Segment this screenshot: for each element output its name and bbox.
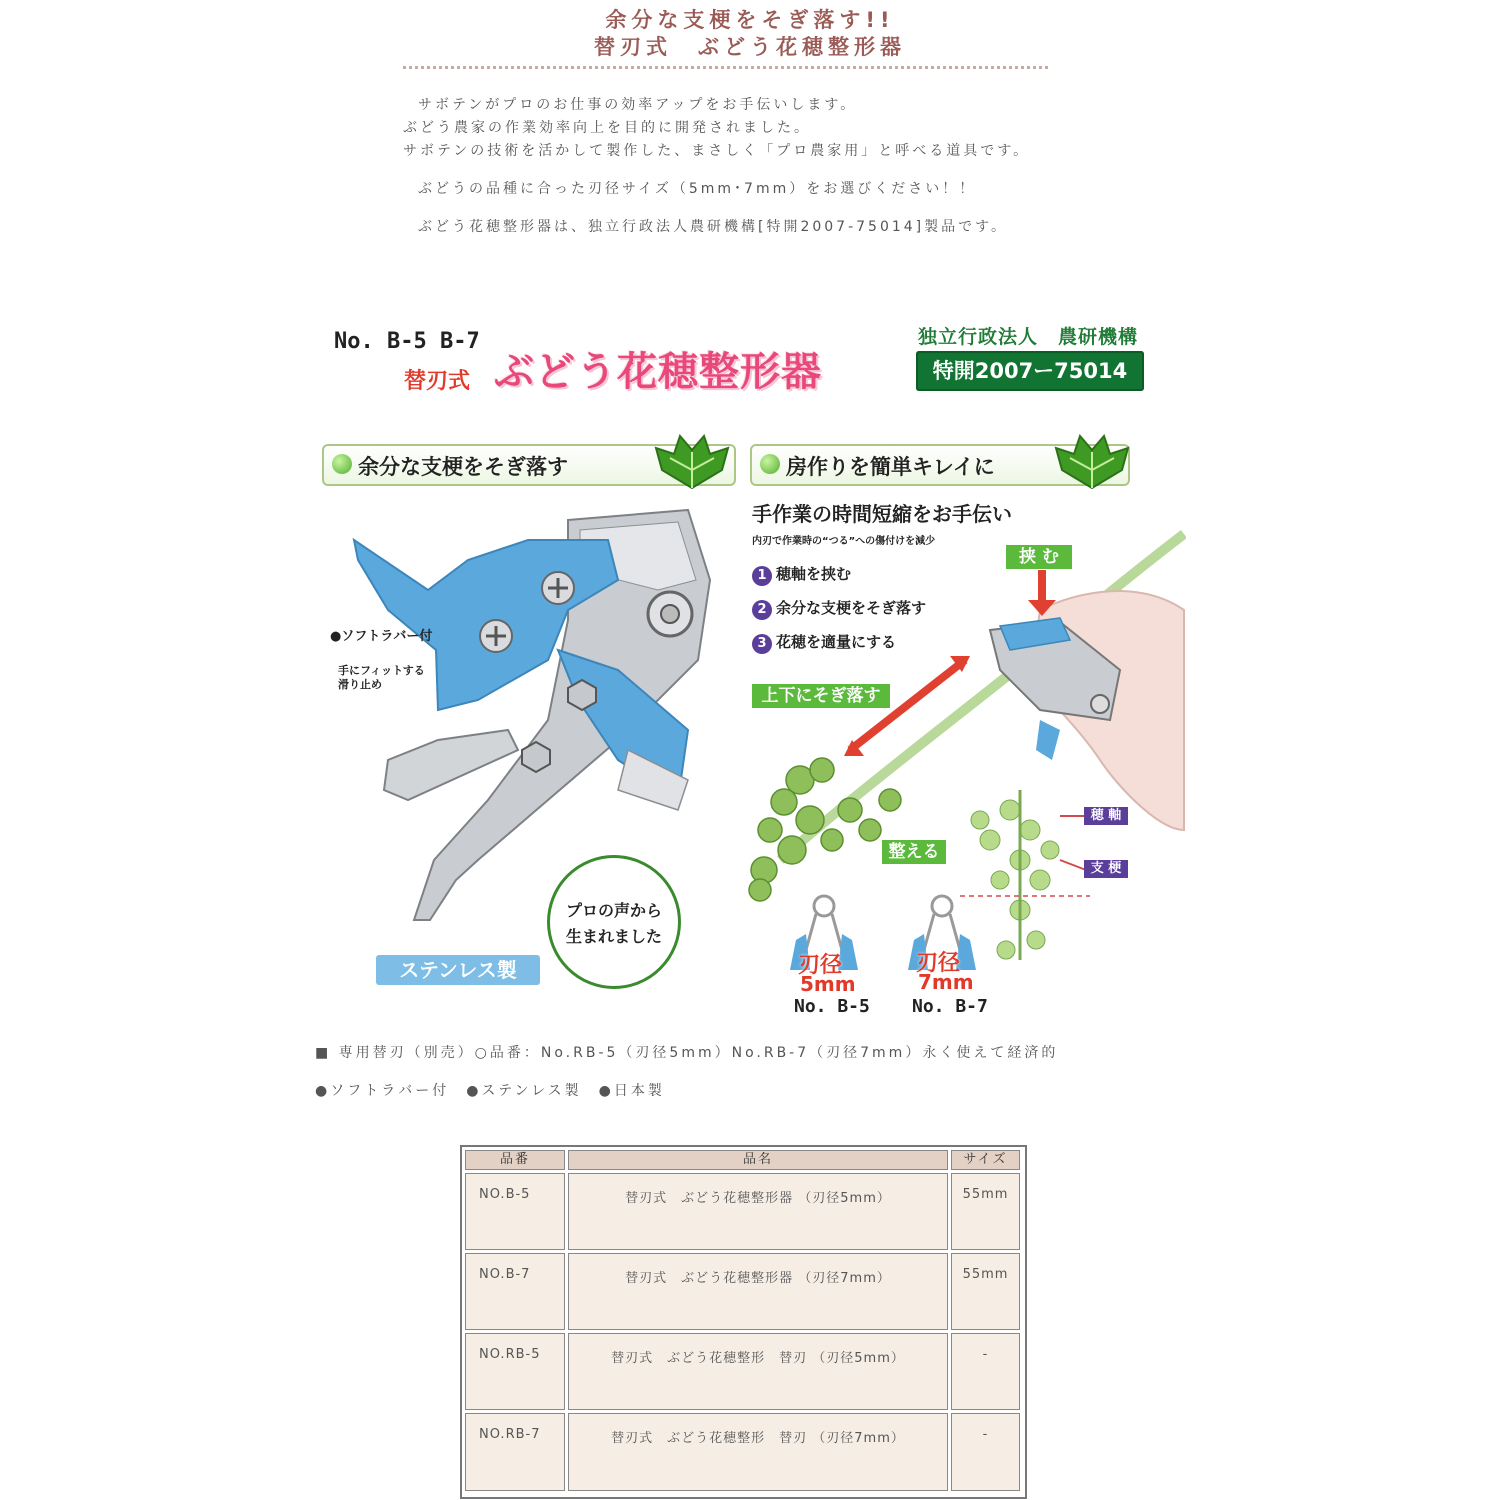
page-heading-line2: 替刃式 ぶどう花穂整形器 (594, 35, 906, 59)
replaceable-blade-label: 替刃式 (404, 369, 471, 394)
green-bullet-icon (760, 454, 780, 474)
table-row-3-size: - (951, 1333, 1020, 1410)
step-number: 1 (752, 566, 772, 586)
table-row-3-code: NO.RB-5 (465, 1333, 565, 1410)
branch-tag: 支 梗 (1084, 860, 1128, 878)
page-heading-line1: 余分な支梗をそぎ落す!! (605, 8, 895, 32)
banner-right-text: 房作りを簡単キレイに (786, 455, 995, 479)
up-down-tag: 上下にそぎ落す (752, 684, 890, 708)
table-header-name: 品名 (568, 1150, 948, 1170)
blade5-model: No. B-5 (794, 996, 870, 1017)
blade5-size: 5mm (800, 972, 856, 996)
table-row-1-name: 替刃式 ぶどう花穂整形器 （刃径5mm） (568, 1173, 948, 1250)
blade7-model: No. B-7 (912, 996, 988, 1017)
step-number: 2 (752, 600, 772, 620)
sub-note: 内刃で作業時の“つる”への傷付けを減少 (752, 536, 936, 547)
usage-illustration (740, 530, 1186, 990)
soft-rubber-label: ●ソフトラバー付 (330, 629, 433, 644)
note-features: ●ソフトラバー付 ●ステンレス製 ●日本製 (315, 1083, 665, 1099)
pro-voice-badge (547, 855, 681, 989)
model-numbers: No. B-5 B-7 (334, 329, 480, 354)
product-title: ぶどう花穂整形器 (494, 349, 822, 395)
intro-line-1: サボテンがプロのお仕事の効率アップをお手伝いします。 (418, 97, 858, 113)
pinch-tag: 挟 む (1006, 545, 1072, 569)
product-table (460, 1145, 1027, 1499)
table-row-3-name: 替刃式 ぶどう花穂整形 替刃 （刃径5mm） (568, 1333, 948, 1410)
sub-title: 手作業の時間短縮をお手伝い (752, 502, 1012, 526)
intro-line-4: ぶどうの品種に合った刃径サイズ（5mm･7mm）をお選びください！！ (418, 181, 977, 197)
step-text: 穂軸を挟む (776, 565, 852, 583)
blade5-label: 刃径 (798, 953, 843, 978)
table-row-4-size: - (951, 1413, 1020, 1491)
intro-line-5: ぶどう花穂整形器は、独立行政法人農研機構[特開2007-75014]製品です。 (418, 219, 1009, 235)
patent-badge: 特開2007ー75014 (916, 351, 1144, 391)
organization-name: 独立行政法人 農研機構 (918, 326, 1139, 348)
blade7-label: 刃径 (916, 951, 961, 976)
blade7-size: 7mm (918, 970, 974, 994)
arrange-tag: 整える (882, 840, 946, 864)
pro-voice-line2: 生まれました (565, 927, 662, 946)
table-row-1-code: NO.B-5 (465, 1173, 565, 1250)
fit-label-line2: 滑り止め (338, 678, 382, 691)
table-row-4-name: 替刃式 ぶどう花穂整形 替刃 （刃径7mm） (568, 1413, 948, 1491)
fit-label-line1: 手にフィットする (338, 664, 425, 677)
step-text: 余分な支梗をそぎ落す (776, 599, 927, 617)
intro-line-2: ぶどう農家の作業効率向上を目的に開発されました。 (403, 120, 811, 136)
pro-voice-line1: プロの声から (565, 901, 662, 920)
axis-tag: 穂 軸 (1084, 807, 1128, 825)
note-replacement-blades: ■ 専用替刃（別売）○品番：No.RB-5（刃径5mm）No.RB-7（刃径7mm）永く使えて経済的 (315, 1045, 1059, 1061)
table-row-2-size: 55mm (951, 1253, 1020, 1330)
grape-leaf-icon (652, 430, 732, 492)
green-bullet-icon (332, 454, 352, 474)
step-text: 花穂を適量にする (776, 633, 897, 651)
table-row-1-size: 55mm (951, 1173, 1020, 1250)
table-header-code: 品番 (465, 1150, 565, 1170)
table-header-size: サイズ (951, 1150, 1020, 1170)
table-row-2-code: NO.B-7 (465, 1253, 565, 1330)
step-number: 3 (752, 634, 772, 654)
dotted-divider (403, 66, 1048, 69)
grape-leaf-icon (1052, 430, 1132, 492)
stainless-badge: ステンレス製 (376, 955, 540, 985)
intro-line-3: サボテンの技術を活かして製作した、まさしく「プロ農家用」と呼べる道具です。 (403, 143, 1031, 159)
table-row-2-name: 替刃式 ぶどう花穂整形器 （刃径7mm） (568, 1253, 948, 1330)
banner-left-text: 余分な支梗をそぎ落す (358, 455, 568, 479)
table-row-4-code: NO.RB-7 (465, 1413, 565, 1491)
